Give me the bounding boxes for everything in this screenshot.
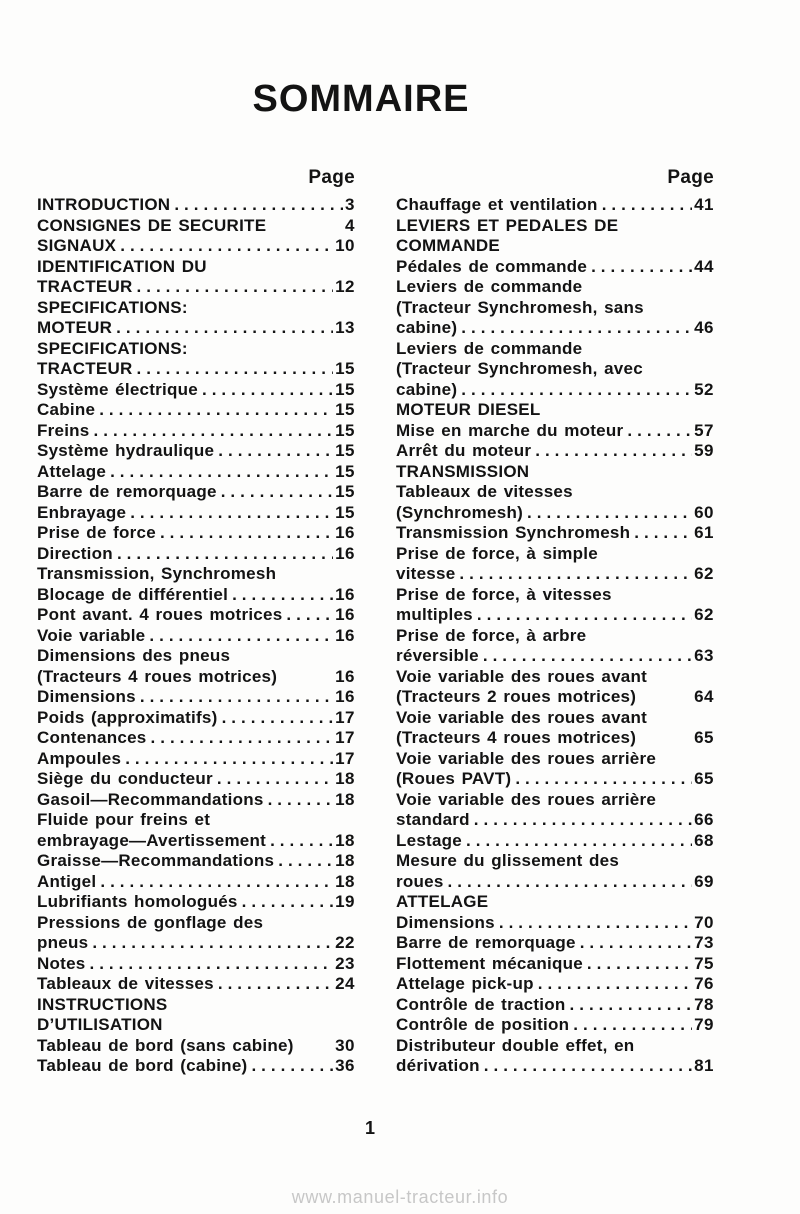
- toc-dot-leader: [215, 769, 333, 790]
- toc-entry: [37, 995, 355, 1016]
- toc-entry-label: (Tracteurs 4 roues motrices): [396, 728, 637, 747]
- page-title: SOMMAIRE: [252, 78, 470, 120]
- toc-entry: [37, 318, 355, 339]
- toc-entry: [396, 359, 714, 380]
- toc-entry-page-number: 44: [694, 256, 714, 276]
- toc-entry-label: Mise en marche du moteur: [396, 420, 624, 440]
- toc-entry-label: Cabine: [37, 400, 96, 419]
- toc-entry-page-number: 75: [694, 953, 714, 973]
- toc-entry-label: Pont avant. 4 roues motrices: [37, 605, 283, 624]
- toc-dot-leader: [268, 831, 333, 852]
- toc-entry: [396, 564, 714, 585]
- toc-right-column: [396, 168, 714, 1077]
- toc-entry: [396, 298, 714, 319]
- toc-entry: [396, 626, 714, 647]
- toc-entry-page-number: 52: [694, 379, 714, 399]
- toc-entry-label: Blocage de différentiel: [37, 584, 229, 604]
- toc-dot-leader: [589, 257, 692, 278]
- toc-entry: [396, 687, 714, 708]
- toc-entry-page-number: 76: [694, 974, 714, 993]
- toc-entry-page-number: 16: [335, 584, 355, 604]
- toc-left-entries: [37, 195, 355, 1077]
- toc-entry: [396, 851, 714, 872]
- toc-dot-leader: [240, 892, 333, 913]
- toc-entry-page-number: 65: [694, 769, 714, 788]
- toc-entry: [37, 482, 355, 503]
- toc-entry: [396, 728, 714, 749]
- toc-entry-label: Tableaux de vitesses: [37, 974, 214, 993]
- toc-entry-label: Distributeur double effet, en: [396, 1035, 635, 1055]
- toc-entry: [37, 708, 355, 729]
- toc-entry: [37, 359, 355, 380]
- toc-dot-leader: [536, 974, 692, 995]
- toc-entry-page-number: 16: [335, 605, 355, 624]
- toc-entry-label: Mesure du glissement des: [396, 851, 620, 870]
- page-number: 1: [364, 1118, 375, 1138]
- toc-entry: [396, 913, 714, 934]
- toc-dot-leader: [87, 954, 333, 975]
- toc-entry-page-number: 16: [335, 666, 355, 686]
- toc-dot-leader: [200, 380, 333, 401]
- toc-entry: [37, 687, 355, 708]
- toc-entry-page-number: 70: [694, 912, 714, 932]
- toc-dot-leader: [284, 605, 333, 626]
- toc-entry-label: réversible: [396, 646, 479, 665]
- toc-entry: [396, 974, 714, 995]
- toc-entry-page-number: 23: [335, 953, 355, 973]
- toc-entry: [396, 277, 714, 298]
- toc-entry-page-number: 12: [335, 277, 355, 296]
- toc-entry-label: Fluide pour freins et: [37, 810, 211, 829]
- toc-dot-leader: [108, 462, 333, 483]
- toc-entry: [396, 482, 714, 503]
- toc-entry-page-number: 46: [694, 318, 714, 337]
- toc-entry-page-number: 17: [335, 728, 355, 747]
- toc-entry-label: Notes: [37, 953, 86, 973]
- toc-dot-leader: [571, 1015, 692, 1036]
- toc-entry-page-number: 36: [335, 1056, 355, 1075]
- toc-dot-leader: [216, 974, 333, 995]
- toc-entry: [37, 277, 355, 298]
- toc-entry-label: Lubrifiants homologués: [37, 892, 238, 911]
- toc-entry: [396, 995, 714, 1016]
- toc-entry-label: Prise de force, à arbre: [396, 625, 587, 645]
- toc-entry: [396, 503, 714, 524]
- toc-entry-label: Voie variable des roues avant: [396, 707, 648, 727]
- toc-entry-label: dérivation: [396, 1056, 480, 1075]
- toc-dot-leader: [632, 523, 692, 544]
- toc-entry-page-number: 78: [694, 994, 714, 1014]
- toc-entry: [37, 216, 355, 237]
- toc-entry-label: TRANSMISSION: [396, 461, 530, 481]
- toc-entry-label: (Tracteurs 4 roues motrices): [37, 666, 278, 686]
- toc-entry-label: CONSIGNES DE SECURITE: [37, 215, 267, 235]
- toc-entry: [396, 933, 714, 954]
- toc-entry: [396, 339, 714, 360]
- toc-dot-leader: [625, 421, 692, 442]
- toc-entry: [396, 954, 714, 975]
- toc-entry-label: multiples: [396, 605, 473, 624]
- toc-entry: [396, 831, 714, 852]
- toc-entry-page-number: 18: [335, 851, 355, 870]
- toc-entry-label: Pédales de commande: [396, 256, 588, 276]
- toc-entry-label: D’UTILISATION: [37, 1015, 163, 1034]
- toc-entry-label: Direction: [37, 543, 113, 563]
- toc-entry: [37, 851, 355, 872]
- toc-entry-page-number: 18: [335, 871, 355, 891]
- toc-entry-page-number: 15: [335, 482, 355, 501]
- toc-entry: [396, 216, 714, 237]
- toc-entry-label: Dimensions: [37, 687, 136, 706]
- toc-dot-leader: [158, 523, 333, 544]
- page-column-header: Page: [667, 167, 714, 188]
- toc-entry: [37, 236, 355, 257]
- toc-entry: [396, 872, 714, 893]
- toc-entry-page-number: 60: [694, 502, 714, 522]
- toc-entry: [396, 421, 714, 442]
- toc-entry-label: Prise de force: [37, 523, 156, 542]
- toc-entry: [37, 400, 355, 421]
- toc-right-entries: [396, 195, 714, 1077]
- toc-dot-leader: [149, 728, 334, 749]
- toc-dot-leader: [128, 503, 333, 524]
- toc-entry-label: Leviers de commande: [396, 277, 583, 296]
- toc-entry-page-number: 10: [335, 236, 355, 255]
- toc-entry-page-number: 15: [335, 359, 355, 378]
- toc-entry-label: Voie variable des roues avant: [396, 666, 648, 686]
- toc-dot-leader: [464, 831, 692, 852]
- toc-entry-page-number: 16: [335, 543, 355, 563]
- toc-entry: [37, 195, 355, 216]
- toc-entry-label: SPECIFICATIONS:: [37, 297, 188, 317]
- toc-entry-label: Poids (approximatifs): [37, 707, 218, 727]
- toc-entry-label: Système hydraulique: [37, 441, 215, 460]
- toc-entry-label: cabine): [396, 379, 458, 399]
- toc-entry-label: Tableau de bord (cabine): [37, 1056, 248, 1075]
- toc-entry-label: Antigel: [37, 871, 97, 891]
- toc-dot-leader: [482, 1056, 692, 1077]
- toc-entry-label: vitesse: [396, 564, 456, 583]
- page-column-header: Page: [308, 167, 355, 188]
- toc-entry: [37, 523, 355, 544]
- toc-dot-leader: [459, 380, 692, 401]
- toc-entry-label: Enbrayage: [37, 502, 127, 522]
- toc-entry: [37, 605, 355, 626]
- toc-entry: [37, 831, 355, 852]
- toc-entry: [37, 544, 355, 565]
- toc-entry-page-number: 81: [694, 1056, 714, 1075]
- toc-dot-leader: [219, 482, 333, 503]
- toc-entry: [396, 646, 714, 667]
- toc-entry: [396, 790, 714, 811]
- toc-entry-page-number: 68: [694, 830, 714, 850]
- toc-entry-page-number: 17: [335, 707, 355, 727]
- toc-entry-page-number: 18: [335, 789, 355, 809]
- toc-entry-page-number: 24: [335, 974, 355, 993]
- toc-entry: [37, 564, 355, 585]
- toc-entry: [396, 810, 714, 831]
- toc-entry-page-number: 18: [335, 830, 355, 850]
- toc-entry-label: (Tracteur Synchromesh, sans: [396, 297, 644, 317]
- toc-entry-page-number: 16: [335, 687, 355, 706]
- toc-entry-label: Système électrique: [37, 379, 198, 399]
- toc-entry: [396, 441, 714, 462]
- toc-entry: [396, 1015, 714, 1036]
- toc-entry: [396, 1036, 714, 1057]
- toc-dot-leader: [115, 544, 333, 565]
- toc-dot-leader: [497, 913, 692, 934]
- toc-entry-page-number: 22: [335, 933, 355, 952]
- toc-entry-page-number: 15: [335, 400, 355, 419]
- toc-dot-leader: [525, 503, 692, 524]
- toc-entry-label: Voie variable: [37, 625, 146, 645]
- toc-entry-label: Contrôle de traction: [396, 994, 566, 1014]
- toc-dot-leader: [446, 872, 693, 893]
- toc-entry-page-number: 62: [694, 605, 714, 624]
- toc-entry: [396, 585, 714, 606]
- toc-dot-leader: [457, 564, 692, 585]
- toc-entry-label: Contenances: [37, 728, 147, 747]
- toc-entry-page-number: 66: [694, 810, 714, 829]
- toc-entry: [37, 339, 355, 360]
- toc-dot-leader: [600, 195, 692, 216]
- toc-dot-leader: [216, 441, 333, 462]
- toc-entry-label: Lestage: [396, 830, 462, 850]
- toc-entry-page-number: 57: [694, 420, 714, 440]
- toc-entry-label: Dimensions des pneus: [37, 646, 231, 665]
- toc-entry-page-number: 65: [694, 728, 714, 747]
- toc-entry-label: Freins: [37, 420, 90, 440]
- toc-entry-label: COMMANDE: [396, 236, 500, 255]
- toc-entry: [396, 892, 714, 913]
- toc-dot-leader: [147, 626, 333, 647]
- toc-dot-leader: [568, 995, 693, 1016]
- toc-entry: [37, 421, 355, 442]
- toc-entry-page-number: 30: [335, 1035, 355, 1055]
- toc-entry: [37, 872, 355, 893]
- toc-entry-label: (Tracteur Synchromesh, avec: [396, 359, 643, 378]
- toc-entry-label: (Synchromesh): [396, 502, 523, 522]
- toc-dot-leader: [585, 954, 692, 975]
- toc-entry-page-number: 63: [694, 646, 714, 665]
- toc-entry: [37, 769, 355, 790]
- toc-entry-page-number: 16: [335, 625, 355, 645]
- toc-entry-label: Arrêt du moteur: [396, 441, 532, 460]
- toc-entry-page-number: 41: [694, 195, 714, 214]
- toc-dot-leader: [97, 400, 333, 421]
- toc-entry: [37, 790, 355, 811]
- toc-entry: [37, 462, 355, 483]
- watermark: www.manuel-tracteur.info: [291, 1187, 509, 1207]
- toc-entry-label: pneus: [37, 933, 89, 952]
- toc-dot-leader: [266, 790, 334, 811]
- toc-entry: [396, 236, 714, 257]
- toc-entry-label: IDENTIFICATION DU: [37, 256, 207, 276]
- toc-entry: [396, 605, 714, 626]
- toc-entry: [37, 626, 355, 647]
- toc-entry-page-number: 79: [694, 1015, 714, 1034]
- toc-entry: [37, 810, 355, 831]
- toc-entry-page-number: 13: [335, 318, 355, 337]
- toc-entry-page-number: 62: [694, 564, 714, 583]
- toc-entry-label: TRACTEUR: [37, 359, 133, 378]
- toc-entry-page-number: 3: [345, 195, 355, 214]
- toc-entry-label: MOTEUR: [37, 318, 113, 337]
- toc-entry-label: Voie variable des roues arrière: [396, 789, 657, 809]
- toc-dot-leader: [135, 359, 334, 380]
- toc-entry-label: Voie variable des roues arrière: [396, 748, 657, 768]
- toc-entry: [396, 195, 714, 216]
- toc-entry: [396, 380, 714, 401]
- toc-dot-leader: [475, 605, 692, 626]
- toc-dot-leader: [172, 195, 343, 216]
- toc-entry: [37, 646, 355, 667]
- toc-entry: [37, 728, 355, 749]
- toc-entry-page-number: 15: [335, 502, 355, 522]
- toc-entry-label: Leviers de commande: [396, 338, 583, 358]
- toc-dot-leader: [90, 933, 333, 954]
- toc-entry-label: (Tracteurs 2 roues motrices): [396, 687, 637, 706]
- toc-entry-label: Transmission Synchromesh: [396, 523, 631, 542]
- toc-entry: [37, 1056, 355, 1077]
- toc-dot-leader: [92, 421, 334, 442]
- toc-entry-label: Prise de force, à simple: [396, 543, 598, 563]
- toc-dot-leader: [472, 810, 692, 831]
- toc-entry-label: cabine): [396, 318, 458, 337]
- toc-entry: [37, 585, 355, 606]
- toc-entry-label: Pressions de gonflage des: [37, 912, 264, 932]
- toc-entry: [37, 1015, 355, 1036]
- toc-dot-leader: [230, 585, 333, 606]
- toc-entry-page-number: 4: [345, 215, 355, 235]
- toc-dot-leader: [459, 318, 692, 339]
- toc-entry: [396, 667, 714, 688]
- toc-entry-label: Siège du conducteur: [37, 769, 213, 788]
- toc-dot-leader: [138, 687, 333, 708]
- toc-left-column: [37, 168, 355, 1077]
- toc-entry-page-number: 16: [335, 523, 355, 542]
- toc-dot-leader: [578, 933, 692, 954]
- toc-entry-page-number: 19: [335, 892, 355, 911]
- toc-entry-page-number: 15: [335, 379, 355, 399]
- toc-entry-label: INTRODUCTION: [37, 195, 171, 214]
- toc-dot-leader: [220, 708, 334, 729]
- table-of-contents: [37, 168, 714, 1077]
- toc-entry: [396, 400, 714, 421]
- toc-entry: [37, 441, 355, 462]
- toc-entry: [37, 954, 355, 975]
- toc-entry-page-number: 61: [694, 523, 714, 542]
- toc-entry-page-number: 15: [335, 420, 355, 440]
- toc-dot-leader: [249, 1056, 333, 1077]
- toc-entry-label: SIGNAUX: [37, 236, 117, 255]
- toc-entry-page-number: 59: [694, 441, 714, 460]
- toc-entry-label: embrayage—Avertissement: [37, 830, 267, 850]
- toc-entry: [37, 749, 355, 770]
- toc-entry-label: Flottement mécanique: [396, 953, 583, 973]
- toc-entry-label: ATTELAGE: [396, 892, 489, 911]
- toc-dot-leader: [114, 318, 333, 339]
- toc-dot-leader: [118, 236, 333, 257]
- toc-dot-leader: [481, 646, 692, 667]
- toc-entry-label: Attelage: [37, 461, 107, 481]
- toc-entry: [396, 749, 714, 770]
- toc-dot-leader: [135, 277, 334, 298]
- toc-entry-page-number: 69: [694, 871, 714, 891]
- toc-entry: [37, 380, 355, 401]
- toc-entry-label: Contrôle de position: [396, 1015, 570, 1034]
- toc-entry: [37, 298, 355, 319]
- toc-entry: [37, 892, 355, 913]
- toc-entry-label: Ampoules: [37, 748, 122, 768]
- toc-entry-label: Transmission, Synchromesh: [37, 564, 277, 583]
- toc-entry-label: Gasoil—Recommandations: [37, 789, 264, 809]
- toc-entry: [396, 462, 714, 483]
- toc-dot-leader: [533, 441, 692, 462]
- toc-entry: [396, 769, 714, 790]
- toc-entry-label: standard: [396, 810, 470, 829]
- toc-entry: [37, 933, 355, 954]
- toc-entry: [396, 544, 714, 565]
- toc-entry-label: Barre de remorquage: [37, 482, 217, 501]
- toc-entry: [37, 503, 355, 524]
- toc-entry: [37, 257, 355, 278]
- toc-entry-page-number: 17: [335, 748, 355, 768]
- toc-dot-leader: [276, 851, 333, 872]
- toc-entry-label: TRACTEUR: [37, 277, 133, 296]
- toc-entry-label: Attelage pick-up: [396, 974, 534, 993]
- toc-entry: [396, 523, 714, 544]
- toc-entry-page-number: 18: [335, 769, 355, 788]
- toc-entry-page-number: 64: [694, 687, 714, 706]
- toc-entry: [396, 318, 714, 339]
- toc-entry-label: LEVIERS ET PEDALES DE: [396, 215, 619, 235]
- toc-dot-leader: [513, 769, 692, 790]
- toc-entry-label: MOTEUR DIESEL: [396, 400, 541, 419]
- toc-entry-label: Chauffage et ventilation: [396, 195, 598, 214]
- toc-entry: [396, 257, 714, 278]
- toc-entry: [396, 708, 714, 729]
- toc-entry-page-number: 15: [335, 441, 355, 460]
- toc-dot-leader: [98, 872, 333, 893]
- toc-entry-label: Tableau de bord (sans cabine): [37, 1035, 294, 1055]
- toc-entry: [37, 1036, 355, 1057]
- toc-entry-page-number: 73: [694, 933, 714, 952]
- toc-entry-label: Tableaux de vitesses: [396, 482, 573, 501]
- toc-entry: [37, 913, 355, 934]
- toc-entry-label: roues: [396, 871, 444, 891]
- toc-entry: [37, 667, 355, 688]
- toc-entry-label: Graisse—Recommandations: [37, 851, 275, 870]
- toc-entry-page-number: 15: [335, 461, 355, 481]
- toc-entry-label: Dimensions: [396, 912, 495, 932]
- toc-entry-label: (Roues PAVT): [396, 769, 512, 788]
- toc-entry-label: Barre de remorquage: [396, 933, 576, 952]
- toc-entry-label: Prise de force, à vitesses: [396, 584, 612, 604]
- toc-dot-leader: [123, 749, 333, 770]
- toc-entry: [37, 974, 355, 995]
- toc-entry-label: INSTRUCTIONS: [37, 994, 168, 1014]
- toc-entry-label: SPECIFICATIONS:: [37, 338, 188, 358]
- toc-entry: [396, 1056, 714, 1077]
